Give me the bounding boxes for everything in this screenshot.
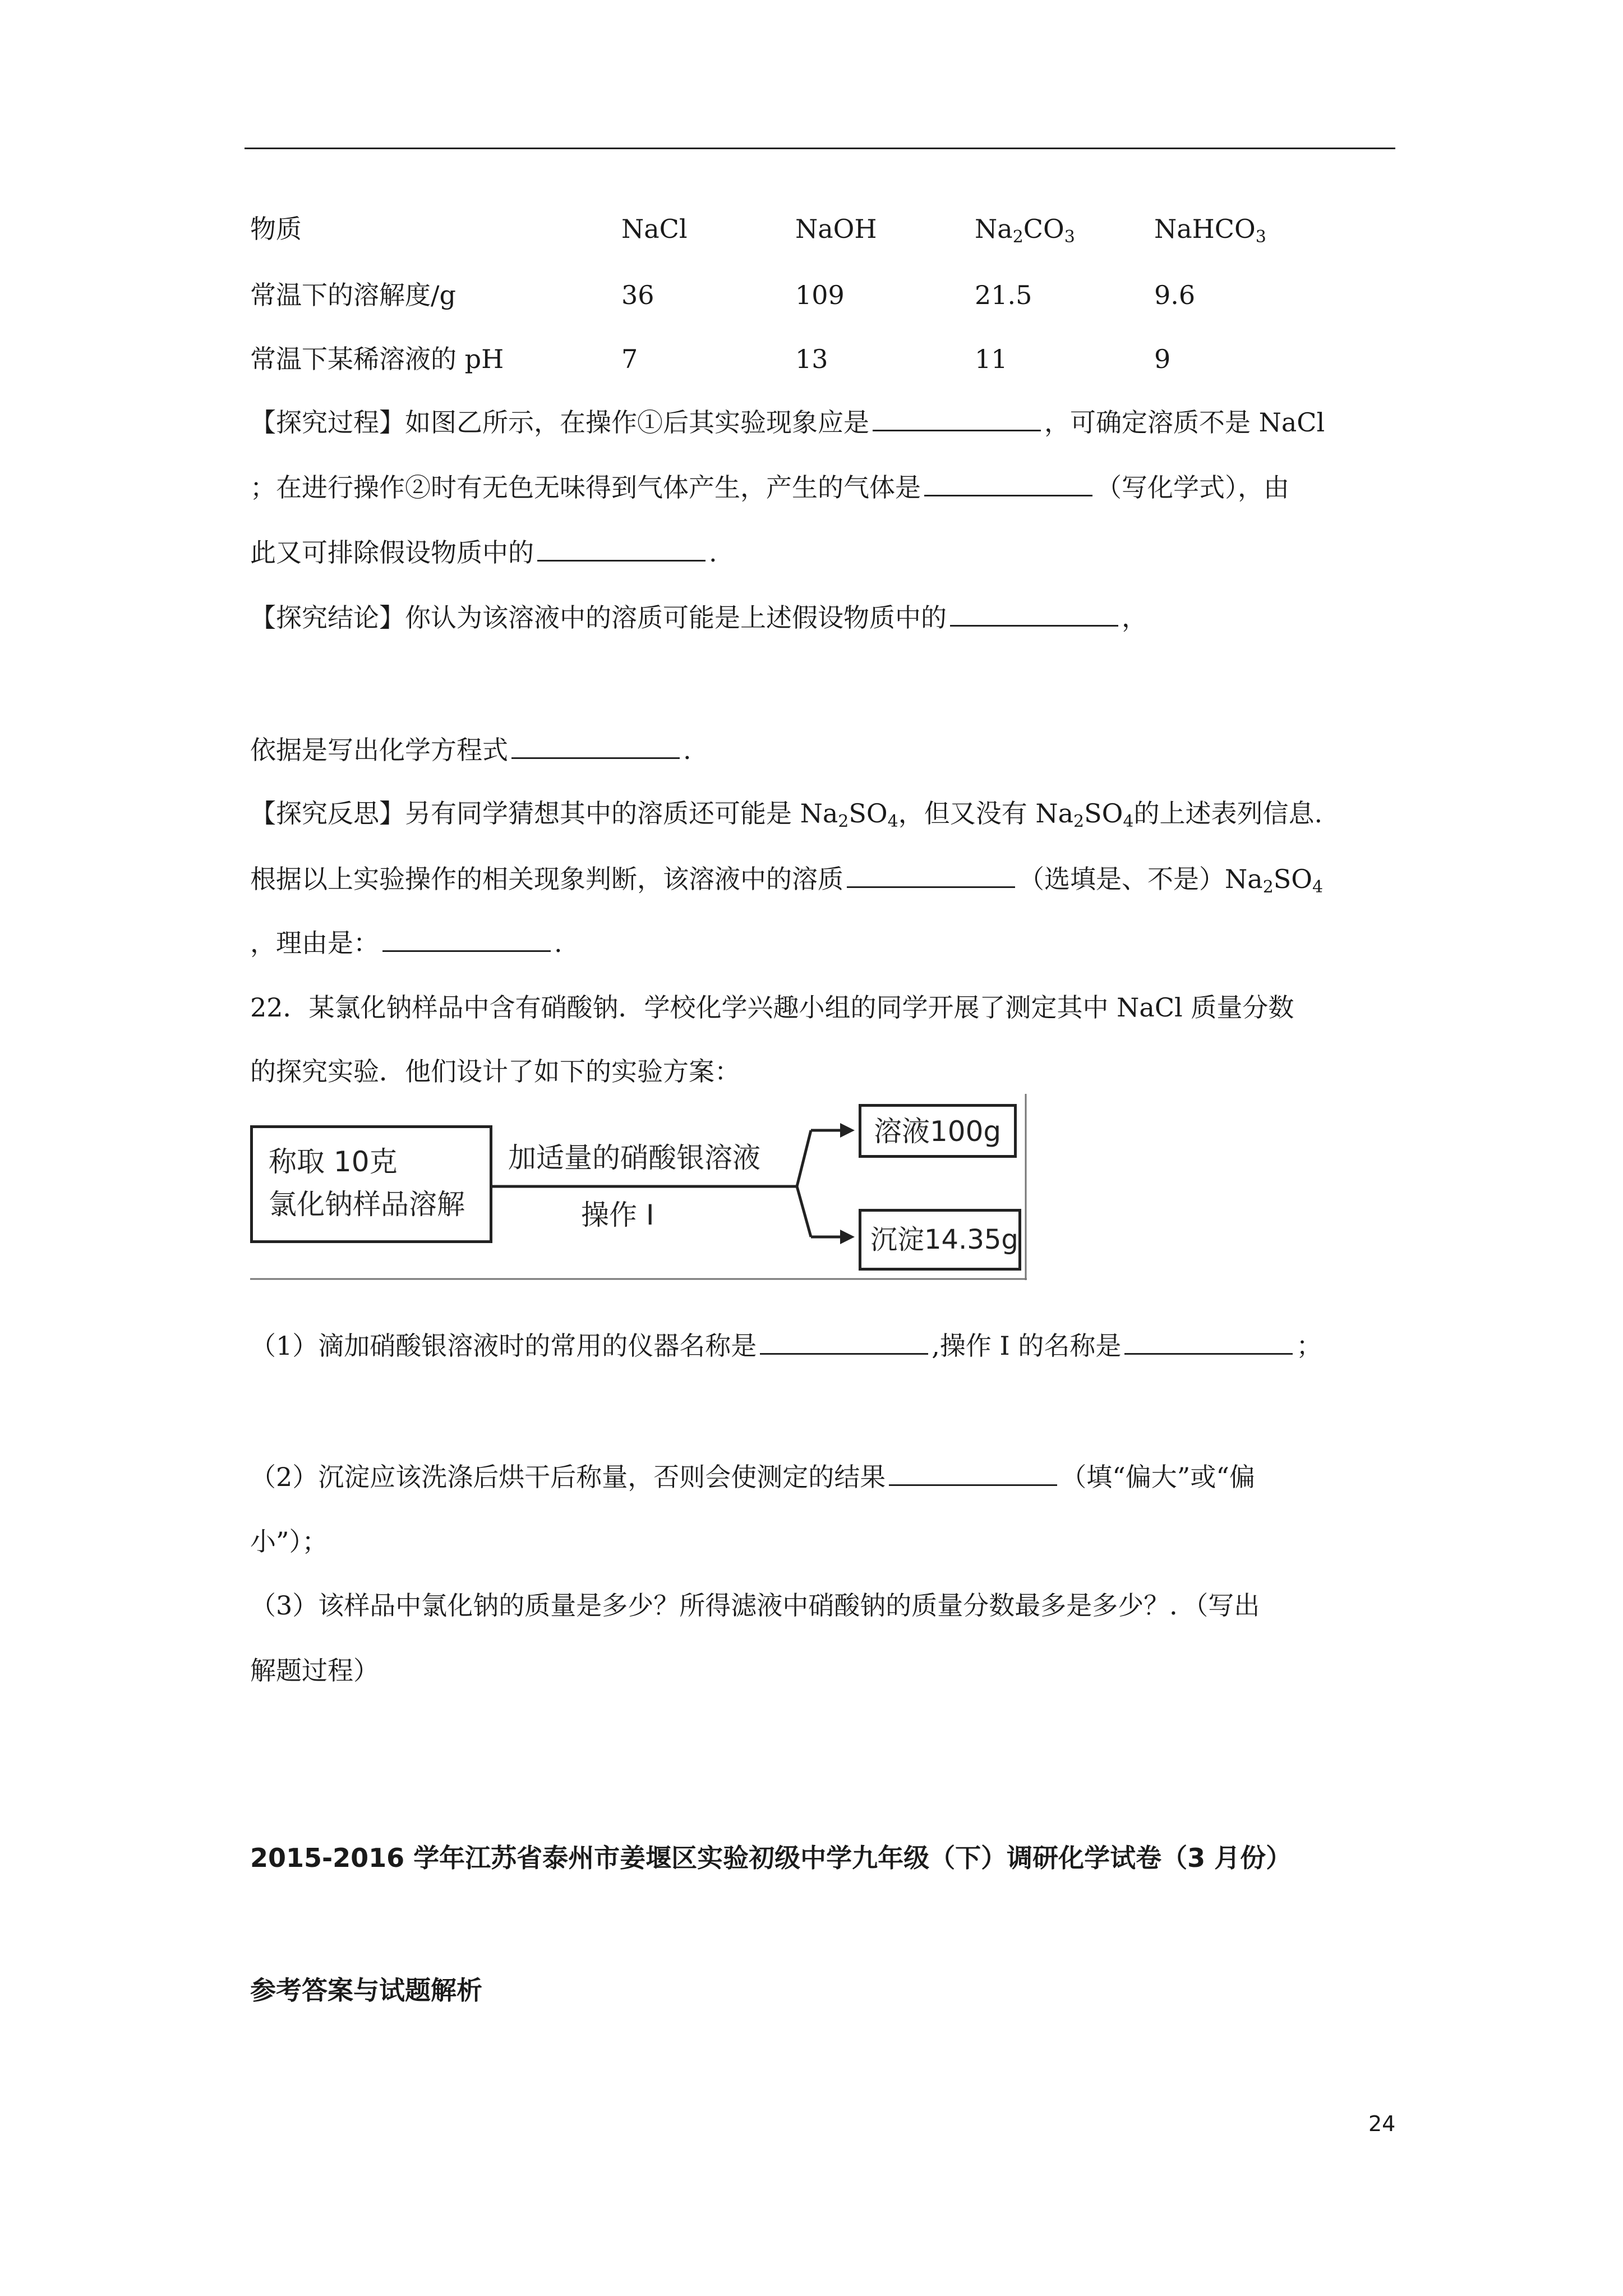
start-box-line-2: 氯化钠样品溶解 [269, 1188, 465, 1221]
reflection-line-1: 【探究反思】另有同学猜想其中的溶质还可能是 $Na_2SO_4$，但又没有 $Na_2SO_4$的上述表列信息. [250, 798, 1323, 831]
table-header-nacl: NaCl [621, 214, 688, 244]
conclusion-line-2: 依据是写出化学方程式 . [250, 733, 691, 767]
arrow-branch-up [797, 1130, 811, 1186]
start-box [250, 1125, 492, 1243]
arrow-bottom-head [840, 1230, 855, 1244]
table-cell: 36 [621, 280, 654, 310]
arrow-top-head [840, 1123, 855, 1138]
answer-blank[interactable] [382, 926, 551, 952]
result-solution-label: 溶液100g [874, 1115, 1002, 1148]
table-cell: 13 [795, 344, 828, 374]
q22-sub2: （2）沉淀应该洗涤后烘干后称量，否则会使测定的结果 （填“偏大”或“偏 [250, 1460, 1255, 1494]
answer-blank[interactable] [950, 600, 1118, 627]
table-cell: 7 [621, 344, 638, 374]
answer-blank[interactable] [1124, 1328, 1293, 1355]
header-rule [245, 148, 1395, 149]
table-row-ph-label: 常温下某稀溶液的 pH [250, 344, 504, 374]
table-cell: 21.5 [975, 280, 1032, 310]
answer-blank[interactable] [760, 1328, 928, 1355]
answer-blank[interactable] [924, 470, 1092, 496]
result-box-solution [859, 1104, 1017, 1158]
answer-blank[interactable] [873, 405, 1041, 431]
experiment-flow-diagram [250, 1094, 1027, 1280]
process-line-3: 此又可排除假设物质中的 . [250, 535, 717, 569]
table-cell: 9 [1154, 344, 1171, 374]
answer-blank[interactable] [511, 733, 680, 759]
arrow-label-reagent: 加适量的硝酸银溶液 [508, 1142, 760, 1174]
q22-sub3-cont: 解题过程） [250, 1655, 379, 1686]
reflection-line-3: ，理由是： . [250, 926, 562, 960]
q22-intro-line-2: 的探究实验．他们设计了如下的实验方案： [250, 1056, 740, 1087]
start-box-line-1: 称取 10克 [269, 1145, 398, 1178]
reflection-line-2: 根据以上实验操作的相关现象判断，该溶液中的溶质 （选填是、不是）$Na_2SO_4$ [250, 862, 1323, 896]
table-header-nahco3: NaHCO$_3$ [1154, 214, 1266, 247]
q22-intro-line-1: 22．某氯化钠样品中含有硝酸钠．学校化学兴趣小组的同学开展了测定其中 NaCl 质量分数 [250, 992, 1294, 1023]
table-header-naoh: NaOH [795, 214, 877, 244]
page-number: 24 [1368, 2111, 1396, 2136]
table-cell: 109 [795, 280, 845, 310]
table-row-solubility-label: 常温下的溶解度/g [250, 280, 456, 310]
result-box-precipitate [859, 1209, 1021, 1271]
process-line-1: 【探究过程】如图乙所示，在操作①后其实验现象应是 ，可确定溶质不是 NaCl [250, 405, 1325, 439]
arrow-branch-down [797, 1186, 811, 1237]
arrow-label-operation: 操作 I [581, 1199, 654, 1231]
table-cell: 11 [975, 344, 1008, 374]
q22-sub1: （1）滴加硝酸银溶液时的常用的仪器名称是 ,操作 I 的名称是 ； [250, 1328, 1322, 1363]
answer-blank[interactable] [889, 1460, 1057, 1486]
q22-sub3: （3）该样品中氯化钠的质量是多少？所得滤液中硝酸钠的质量分数最多是多少？．（写出 [250, 1590, 1260, 1621]
table-cell: 9.6 [1154, 280, 1196, 310]
conclusion-line-1: 【探究结论】你认为该溶液中的溶质可能是上述假设物质中的 ， [250, 600, 1147, 634]
table-header-na2co3: $Na_2CO_3$ [975, 214, 1075, 247]
process-line-2: ；在进行操作②时有无色无味得到气体产生，产生的气体是 （写化学式），由 [250, 470, 1289, 504]
answer-section-subtitle: 参考答案与试题解析 [250, 1975, 482, 2005]
q22-sub2-cont: 小”）； [250, 1526, 328, 1557]
answer-section-title: 2015-2016 学年江苏省泰州市姜堰区实验初级中学九年级（下）调研化学试卷（3 月份） [250, 1843, 1292, 1873]
result-precipitate-label: 沉淀14.35g [870, 1224, 1018, 1255]
answer-blank[interactable] [847, 862, 1015, 888]
table-header-substance: 物质 [250, 214, 302, 244]
answer-blank[interactable] [537, 535, 706, 562]
